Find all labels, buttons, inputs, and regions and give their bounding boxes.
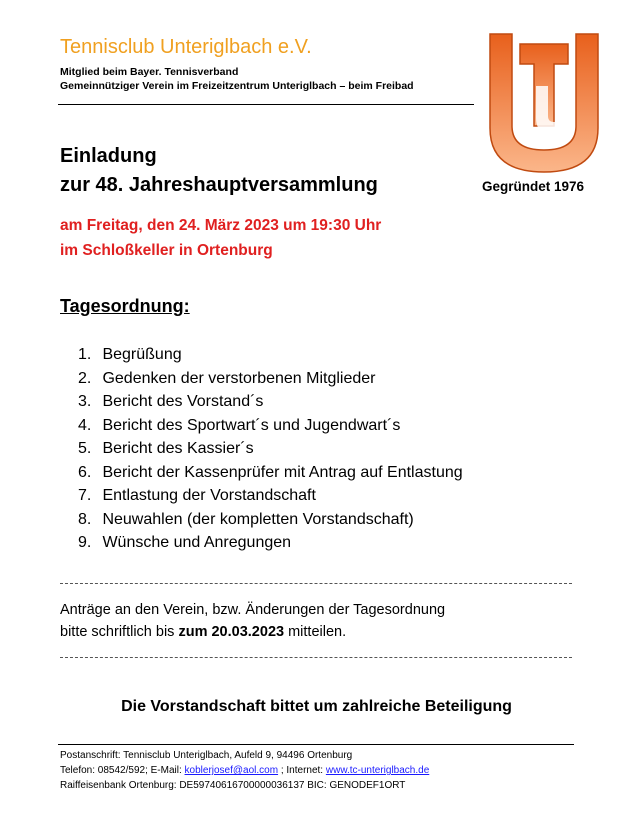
note-suffix: mitteilen. bbox=[284, 624, 347, 640]
item-text: Neuwahlen (der kompletten Vorstandschaft) bbox=[102, 510, 414, 528]
closing-statement: Die Vorstandschaft bittet um zahlreiche Beteiligung bbox=[121, 698, 512, 715]
item-text: Entlastung der Vorstandschaft bbox=[102, 487, 316, 504]
agenda-heading: Tagesordnung: bbox=[60, 296, 190, 316]
agenda-list bbox=[78, 344, 463, 556]
list-item bbox=[78, 391, 463, 415]
event-location: im Schloßkeller in Ortenburg bbox=[60, 242, 273, 259]
nonprofit-line: Gemeinnütziger Verein im Freizeitzentrum Unteriglbach – beim Freibad bbox=[60, 80, 414, 92]
item-number: 5. bbox=[78, 440, 92, 457]
list-item bbox=[78, 485, 463, 509]
item-number: 8. bbox=[78, 510, 92, 528]
note-line-1: Anträge an den Verein, bzw. Änderungen der Tagesordnung bbox=[60, 602, 446, 618]
invitation-subtitle: zur 48. Jahreshauptversammlung bbox=[60, 174, 378, 196]
item-text: Gedenken der verstorbenen Mitglieder bbox=[102, 369, 376, 387]
list-item bbox=[78, 368, 463, 392]
item-number: 1. bbox=[78, 346, 92, 363]
item-number: 2. bbox=[78, 369, 92, 387]
membership-line: Mitglied beim Bayer. Tennisverband bbox=[60, 66, 239, 78]
note-prefix: bitte schriftlich bis bbox=[60, 624, 179, 640]
invitation-title: Einladung bbox=[60, 145, 157, 167]
list-item bbox=[78, 532, 463, 556]
item-text: Wünsche und Anregungen bbox=[102, 534, 292, 551]
list-item bbox=[78, 438, 463, 462]
dashed-divider bbox=[60, 657, 572, 658]
item-number: 6. bbox=[78, 463, 92, 481]
club-name: Tennisclub Unteriglbach e.V. bbox=[60, 36, 312, 58]
website-link[interactable]: www.tc-unteriglbach.de bbox=[325, 765, 430, 776]
header-divider bbox=[58, 104, 474, 105]
internet-label: ; Internet: bbox=[278, 765, 326, 776]
footer-address: Postanschrift: Tennisclub Unteriglbach, Aufeld 9, 94496 Ortenburg bbox=[60, 750, 353, 761]
list-item bbox=[78, 509, 463, 533]
note-line-2 bbox=[60, 624, 346, 640]
phone-text: Telefon: 08542/592; E-Mail: bbox=[60, 765, 185, 776]
item-text: Bericht der Kassenprüfer mit Antrag auf Entlastung bbox=[102, 463, 463, 481]
founded-label: Gegründet 1976 bbox=[482, 179, 585, 194]
note-deadline: zum 20.03.2023 bbox=[178, 624, 285, 640]
item-text: Bericht des Vorstand´s bbox=[102, 393, 264, 410]
event-date: am Freitag, den 24. März 2023 um 19:30 Uhr bbox=[60, 217, 382, 234]
item-text: Bericht des Sportwart´s und Jugendwart´s bbox=[102, 416, 401, 434]
item-number: 4. bbox=[78, 416, 92, 434]
item-number: 9. bbox=[78, 534, 92, 551]
footer-divider bbox=[58, 744, 574, 745]
list-item bbox=[78, 415, 463, 439]
item-number: 3. bbox=[78, 393, 92, 410]
footer-bank: Raiffeisenbank Ortenburg: DE59740616700000036137 BIC: GENODEF1ORT bbox=[60, 780, 406, 791]
item-text: Begrüßung bbox=[102, 346, 182, 363]
tcu-logo-icon bbox=[486, 30, 602, 175]
email-link[interactable]: koblerjosef@aol.com bbox=[184, 765, 279, 776]
item-number: 7. bbox=[78, 487, 92, 504]
footer-contact bbox=[60, 765, 429, 776]
dashed-divider bbox=[60, 583, 572, 584]
list-item bbox=[78, 344, 463, 368]
list-item bbox=[78, 462, 463, 486]
item-text: Bericht des Kassier´s bbox=[102, 440, 254, 457]
